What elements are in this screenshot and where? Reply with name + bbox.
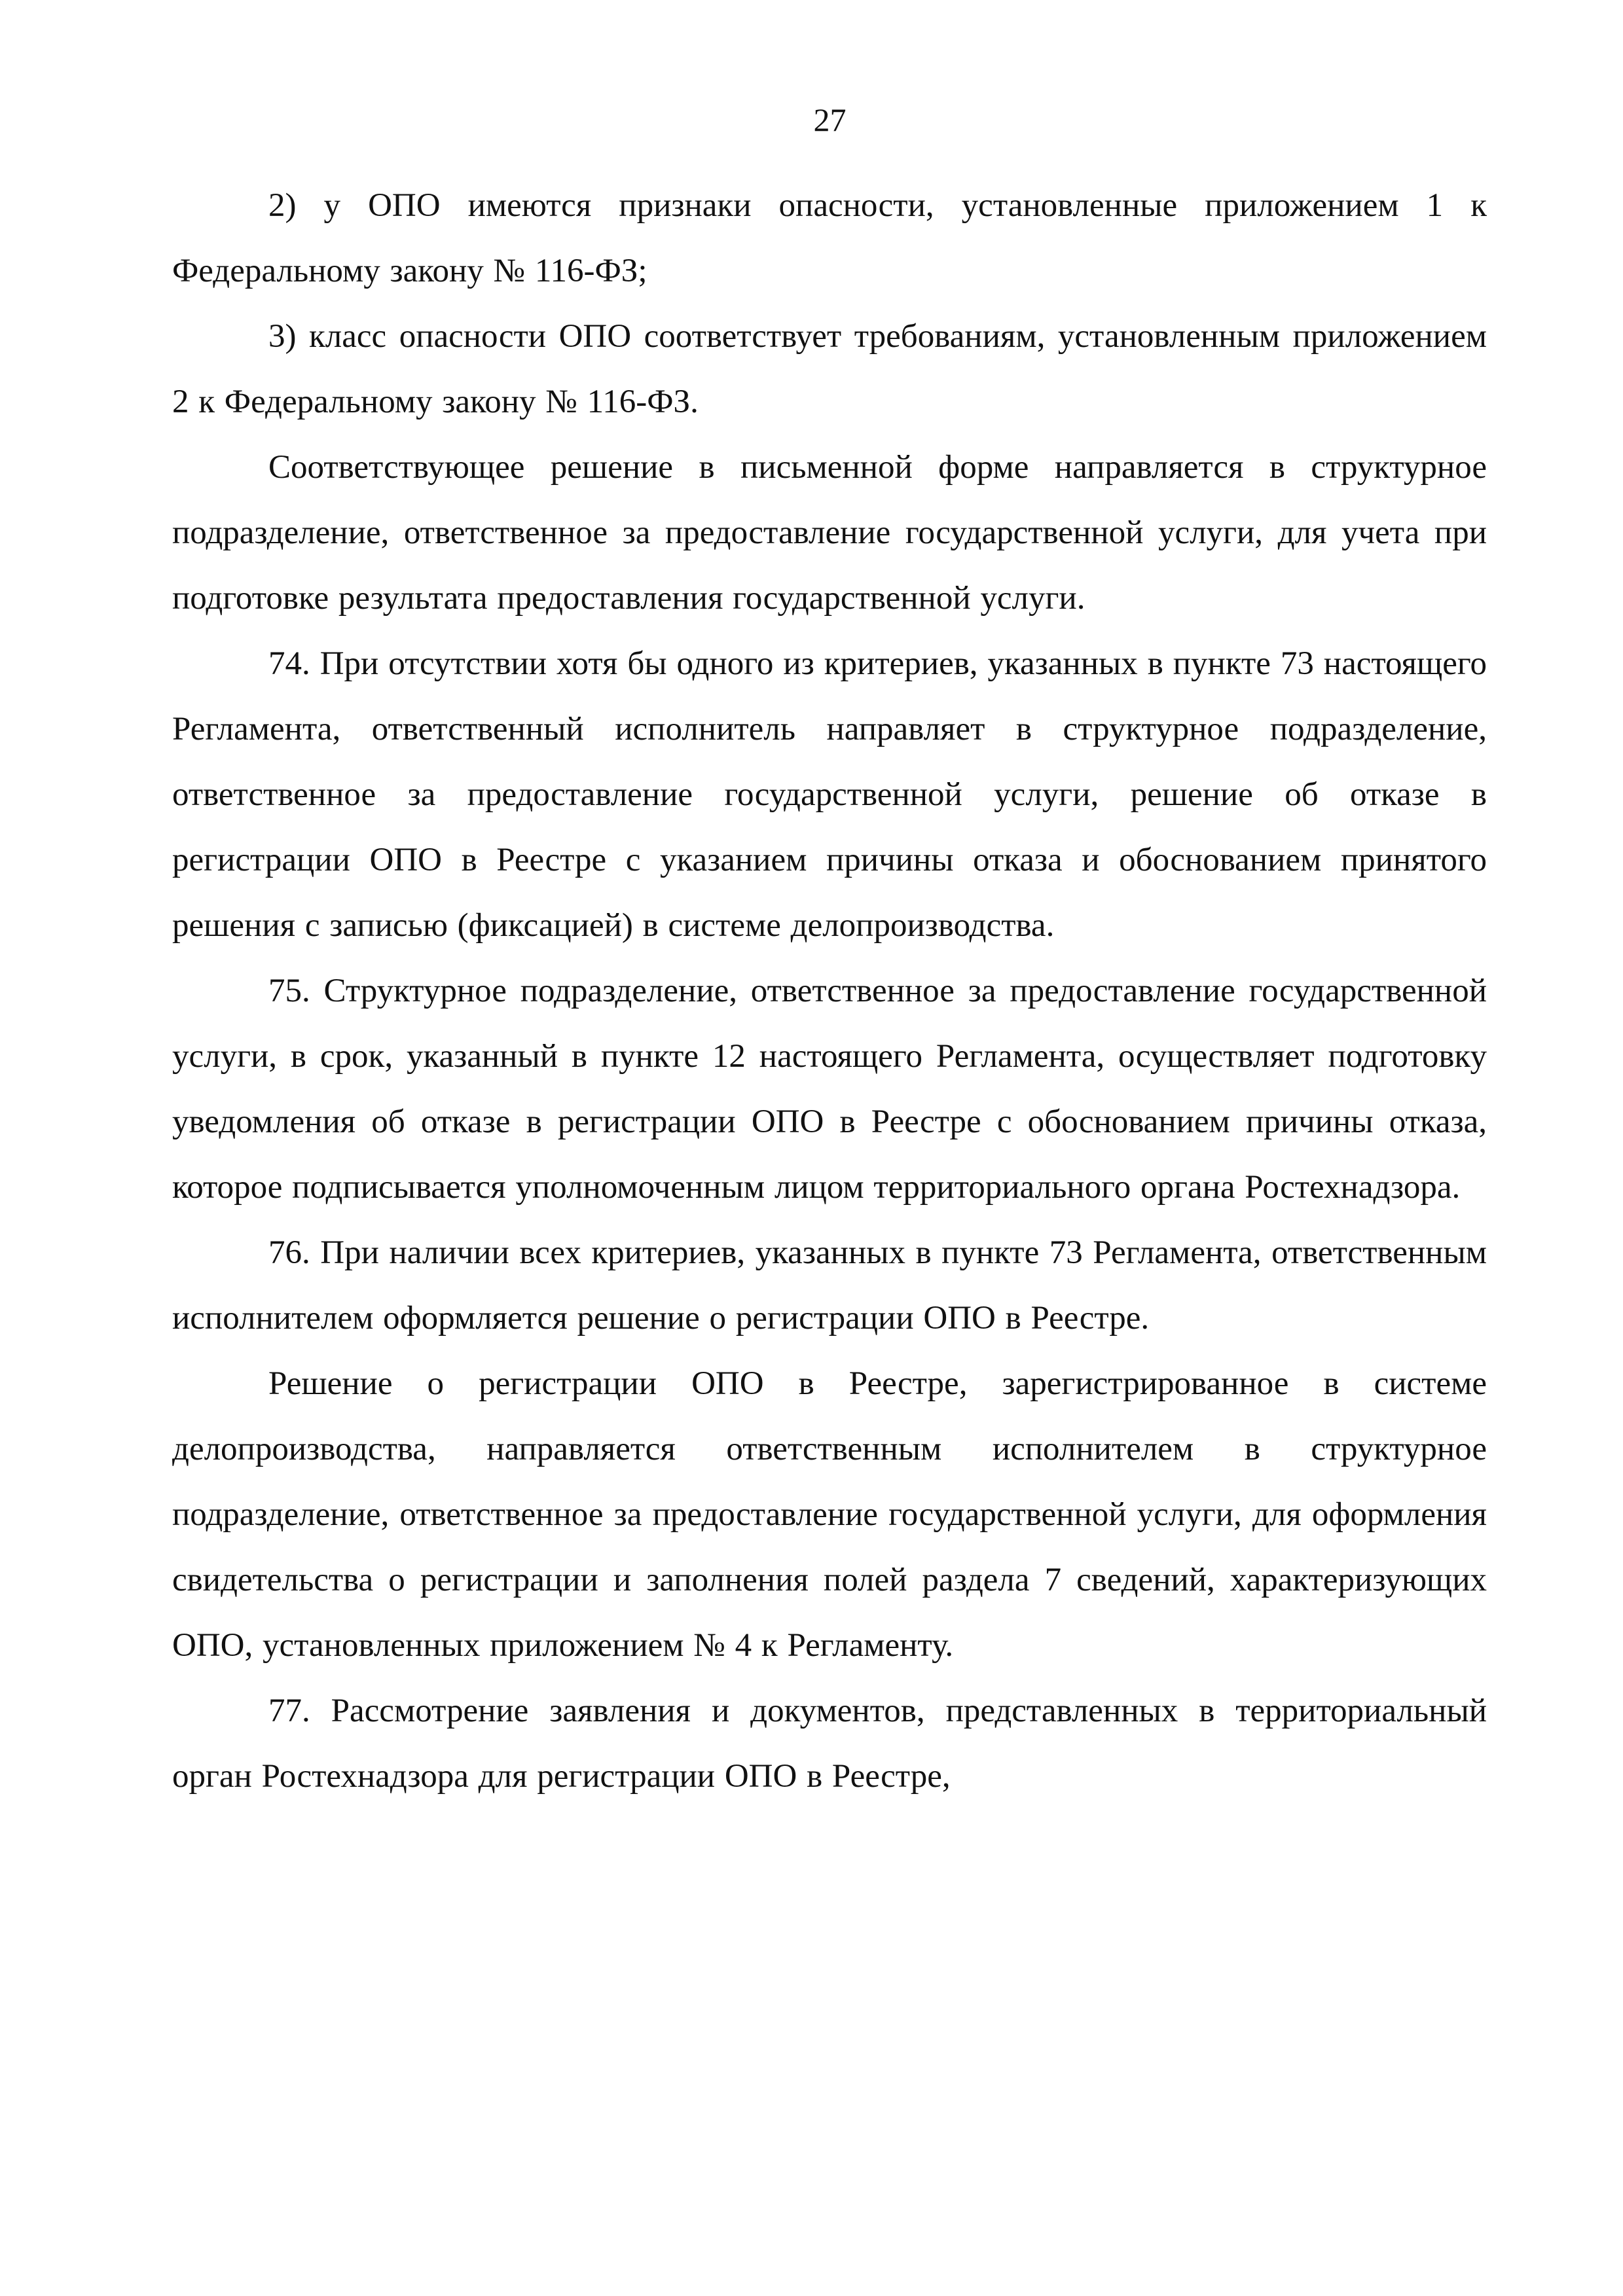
paragraph-75: 75. Структурное подразделение, ответственное за предоставление государственной услуги, в срок, указанный в пункте 12 настоящего Регламента, осуществляет подготовку уведомления об отказе в регистрации ОПО в Реестре с обоснованием причины отказа, которое подписывается уполномоченным лицом территориального органа Ростехнадзора. <box>172 973 1487 1206</box>
paragraph-76: 76. При наличии всех критериев, указанных в пункте 73 Регламента, ответственным исполнителем оформляется решение о регистрации ОПО в Реестре. <box>172 1234 1487 1336</box>
paragraph-item-3: 3) класс опасности ОПО соответствует требованиям, установленным приложением 2 к Федеральному закону № 116-ФЗ. <box>172 318 1487 420</box>
paragraph-item-2: 2) у ОПО имеются признаки опасности, установленные приложением 1 к Федеральному закону № 116-ФЗ; <box>172 187 1487 289</box>
paragraph-74: 74. При отсутствии хотя бы одного из критериев, указанных в пункте 73 настоящего Регламента, ответственный исполнитель направляет в структурное подразделение, ответственное за предоставление государственной услуги, решение об отказе в регистрации ОПО в Реестре с указанием причины отказа и обоснованием принятого решения с записью (фиксацией) в системе делопроизводства. <box>172 645 1487 944</box>
paragraph-registration-decision: Решение о регистрации ОПО в Реестре, зарегистрированное в системе делопроизводства, направляется ответственным исполнителем в структурное подразделение, ответственное за предоставление государственной услуги, для оформления свидетельства о регистрации и заполнения полей раздела 7 сведений, характеризующих ОПО, установленных приложением № 4 к Регламенту. <box>172 1365 1487 1664</box>
document-body <box>172 173 1487 1809</box>
page-number: 27 <box>813 101 847 138</box>
paragraph-decision-sent: Соответствующее решение в письменной форме направляется в структурное подразделение, ответственное за предоставление государственной услуги, для учета при подготовке результата предоставления государственной услуги. <box>172 449 1487 617</box>
paragraph-77: 77. Рассмотрение заявления и документов, представленных в территориальный орган Ростехнадзора для регистрации ОПО в Реестре, <box>172 1693 1487 1795</box>
